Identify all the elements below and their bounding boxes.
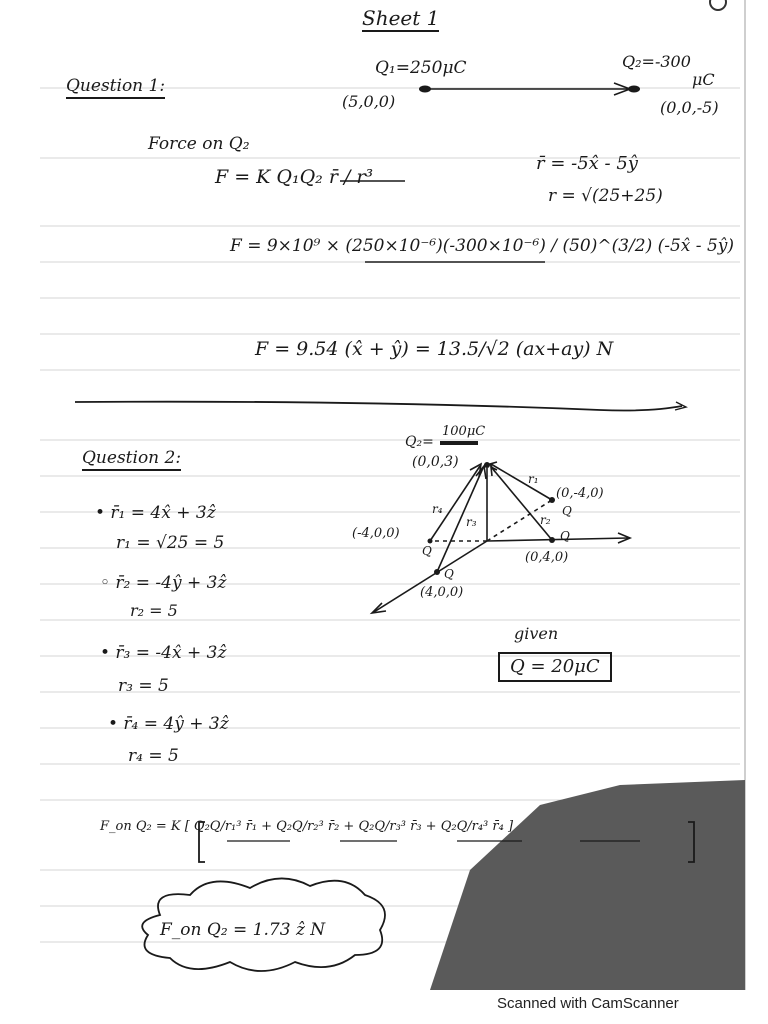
diagram-point-back: (0,-4,0) [556, 486, 604, 501]
diagram-r3-label: r₃ [466, 515, 477, 529]
pyramid-diagram [372, 462, 630, 613]
question-2-heading: Question 2: [82, 450, 181, 471]
q1-charge-line [419, 83, 640, 95]
diagram-charge-4: Q [422, 544, 432, 558]
page-number-circle [710, 0, 726, 10]
diagram-q2-value: 100μC [442, 424, 486, 439]
diagram-point-left: (-4,0,0) [352, 526, 400, 541]
r2-magnitude: r₂ = 5 [130, 601, 178, 620]
diagram-point-front: (4,0,0) [420, 585, 464, 600]
r4-vector: • r̄₄ = 4ŷ + 3ẑ [108, 714, 229, 734]
q2-charge-label: Q₂=-300 [622, 52, 691, 71]
diagram-r2-label: r₂ [540, 513, 551, 527]
diagram-r1-label: r₁ [528, 472, 539, 486]
question-1-heading: Question 1: [66, 78, 165, 99]
diagram-q2-name: Q₂= [405, 434, 434, 450]
q1-charge-label: Q₁=250μC [375, 58, 467, 78]
scan-shadow [430, 780, 745, 990]
coulomb-equation: F = K Q₁Q₂ r̄ / r³ [215, 166, 374, 188]
scanner-watermark: Scanned with CamScanner [497, 995, 679, 1012]
diagram-point-right: (0,4,0) [525, 550, 569, 565]
q2-position: (0,0,-5) [660, 98, 719, 117]
diagram-apex-point: (0,0,3) [412, 454, 459, 470]
scanner-footer [0, 992, 768, 1024]
r-vector: r̄ = -5x̂ - 5ŷ [536, 153, 638, 174]
given-value-box: Q = 20μC [498, 652, 612, 682]
q2-charge-unit: μC [692, 70, 715, 89]
r3-magnitude: r₃ = 5 [118, 676, 169, 696]
diagram-charge-3: Q [444, 567, 454, 581]
force-on-q2-label: Force on Q₂ [148, 134, 250, 154]
diagram-charge-1: Q [562, 504, 572, 518]
force-substitution: F = 9×10⁹ × (250×10⁻⁶)(-300×10⁻⁶) / (50)^(3/2) (-5x̂ - 5ŷ) [230, 236, 734, 256]
r2-vector: ◦ r̄₂ = -4ŷ + 3ẑ [100, 573, 227, 593]
force-sum-equation: F_on Q₂ = K [ Q₂Q/r₁³ r̄₁ + Q₂Q/r₂³ r̄₂ + Q₂Q/r₃³ r̄₃ + Q₂Q/r₄³ r̄₄ ] [100, 819, 514, 834]
q1-position: (5,0,0) [342, 92, 396, 111]
diagram-charge-2: Q [560, 529, 570, 543]
r1-vector: • r̄₁ = 4x̂ + 3ẑ [95, 503, 216, 523]
r-magnitude: r = √(25+25) [548, 186, 663, 206]
section-divider [75, 402, 682, 411]
given-label: given [514, 624, 559, 643]
r3-vector: • r̄₃ = -4x̂ + 3ẑ [100, 643, 227, 663]
r4-magnitude: r₄ = 5 [128, 746, 179, 766]
sheet-title: Sheet 1 [362, 6, 440, 30]
force-result: F = 9.54 (x̂ + ŷ) = 13.5/√2 (ax+ay) N [255, 338, 614, 360]
final-answer: F_on Q₂ = 1.73 ẑ N [160, 920, 326, 940]
diagram-r4-label: r₄ [432, 502, 443, 516]
r1-magnitude: r₁ = √25 = 5 [116, 533, 225, 553]
